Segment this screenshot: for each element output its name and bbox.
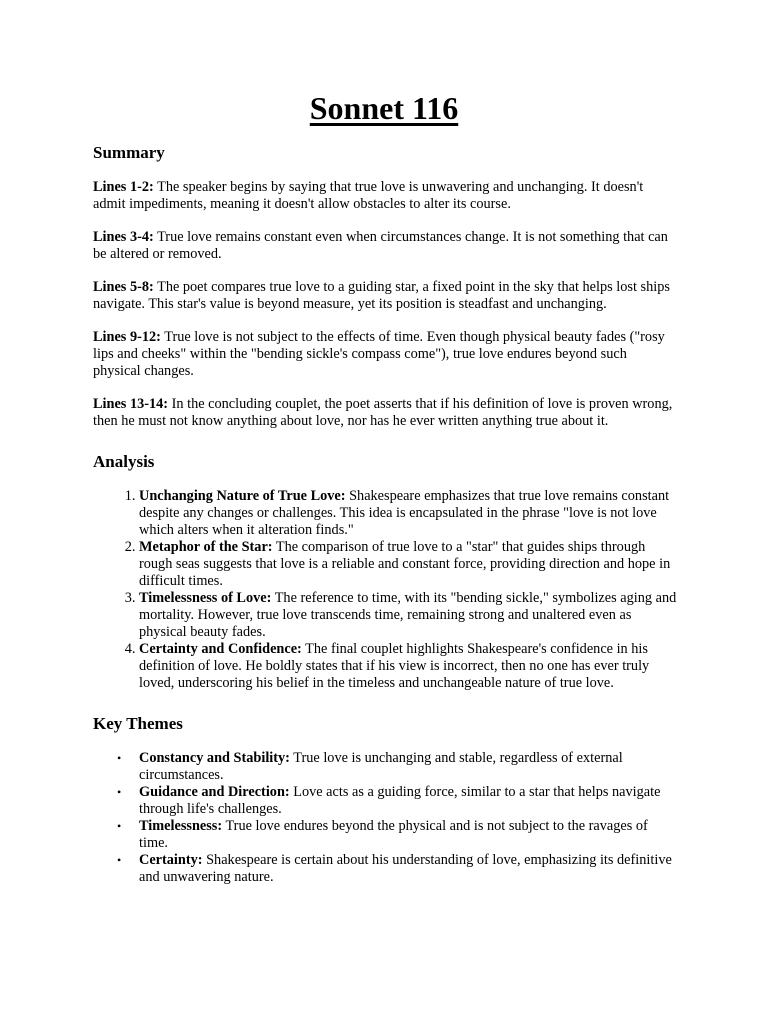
bullet-icon: • bbox=[117, 853, 122, 867]
paragraph-text: In the concluding couplet, the poet asserts that if his definition of love is proven wrong, then he must not know anything about love, nor has he ever written anything true about it. bbox=[93, 396, 673, 429]
paragraph-label: Lines 13-14: bbox=[93, 396, 169, 412]
summary-paragraph-lines-1-2 bbox=[93, 179, 678, 213]
summary-paragraph-lines-9-12 bbox=[93, 329, 678, 380]
paragraph-text: The speaker begins by saying that true love is unwavering and unchanging. It doesn't admit impediments, meaning it doesn't allow obstacles to alter its course. bbox=[93, 179, 644, 212]
summary-paragraph-lines-13-14 bbox=[93, 396, 678, 430]
paragraph-text: The poet compares true love to a guiding star, a fixed point in the sky that helps lost ships navigate. This star's value is beyond measure, yet its position is steadfast and unchanging. bbox=[93, 279, 670, 312]
analysis-item-text: The final couplet highlights Shakespeare's confidence in his definition of love. He boldly states that if his view is incorrect, then no one has ever truly loved, underscoring his belief in the timeless and unchangeable nature of true love. bbox=[139, 641, 650, 691]
theme-item-text: Love acts as a guiding force, similar to a star that helps navigate through life's challenges. bbox=[139, 784, 661, 817]
theme-item-text: Shakespeare is certain about his understanding of love, emphasizing its definitive and unwavering nature. bbox=[139, 852, 672, 885]
summary-paragraph-lines-5-8 bbox=[93, 279, 678, 313]
analysis-list bbox=[93, 488, 678, 692]
analysis-item bbox=[139, 539, 678, 590]
summary-paragraph-lines-3-4 bbox=[93, 229, 678, 263]
analysis-item-text: The reference to time, with its "bending sickle," symbolizes aging and mortality. However, true love transcends time, remaining strong and unaltered even as physical beauty fades. bbox=[139, 590, 677, 640]
analysis-item bbox=[139, 641, 678, 692]
analysis-item-text: The comparison of true love to a "star" that guides ships through rough seas suggests that love is a reliable and constant force, providing direction and hope in difficult times. bbox=[139, 539, 671, 589]
analysis-item bbox=[139, 590, 678, 641]
document-body bbox=[93, 143, 678, 886]
analysis-item-label: Unchanging Nature of True Love: bbox=[139, 488, 346, 504]
bullet-icon: • bbox=[117, 785, 122, 799]
theme-item-text: True love is unchanging and stable, regardless of external circumstances. bbox=[139, 750, 623, 783]
theme-item bbox=[117, 784, 678, 818]
paragraph-label: Lines 9-12: bbox=[93, 329, 161, 345]
paragraph-label: Lines 3-4: bbox=[93, 229, 154, 245]
theme-item bbox=[117, 750, 678, 784]
bullet-icon: • bbox=[117, 751, 122, 765]
theme-item-label: Certainty: bbox=[139, 852, 203, 868]
theme-item-text: True love endures beyond the physical and is not subject to the ravages of time. bbox=[139, 818, 648, 851]
analysis-item bbox=[139, 488, 678, 539]
analysis-item-text: Shakespeare emphasizes that true love remains constant despite any changes or challenges. This idea is encapsulated in the phrase "love is not love which alters when it alteration finds." bbox=[139, 488, 670, 538]
paragraph-label: Lines 1-2: bbox=[93, 179, 154, 195]
analysis-item-label: Certainty and Confidence: bbox=[139, 641, 302, 657]
theme-item-label: Constancy and Stability: bbox=[139, 750, 290, 766]
paragraph-text: True love remains constant even when circumstances change. It is not something that can be altered or removed. bbox=[93, 229, 668, 262]
key-themes-heading: Key Themes bbox=[93, 714, 183, 733]
theme-item bbox=[117, 852, 678, 886]
paragraph-text: True love is not subject to the effects of time. Even though physical beauty fades ("rosy lips and cheeks" within the "bending sickle's compass come"), true love endures beyond such physical changes. bbox=[93, 329, 665, 379]
theme-item-label: Timelessness: bbox=[139, 818, 223, 834]
bullet-icon: • bbox=[117, 819, 122, 833]
theme-item bbox=[117, 818, 678, 852]
paragraph-label: Lines 5-8: bbox=[93, 279, 154, 295]
analysis-item-label: Metaphor of the Star: bbox=[139, 539, 273, 555]
page-title: Sonnet 116 bbox=[309, 90, 459, 126]
analysis-item-label: Timelessness of Love: bbox=[139, 590, 272, 606]
theme-item-label: Guidance and Direction: bbox=[139, 784, 290, 800]
key-themes-list bbox=[93, 750, 678, 886]
summary-heading: Summary bbox=[93, 143, 165, 162]
analysis-heading: Analysis bbox=[93, 452, 155, 471]
